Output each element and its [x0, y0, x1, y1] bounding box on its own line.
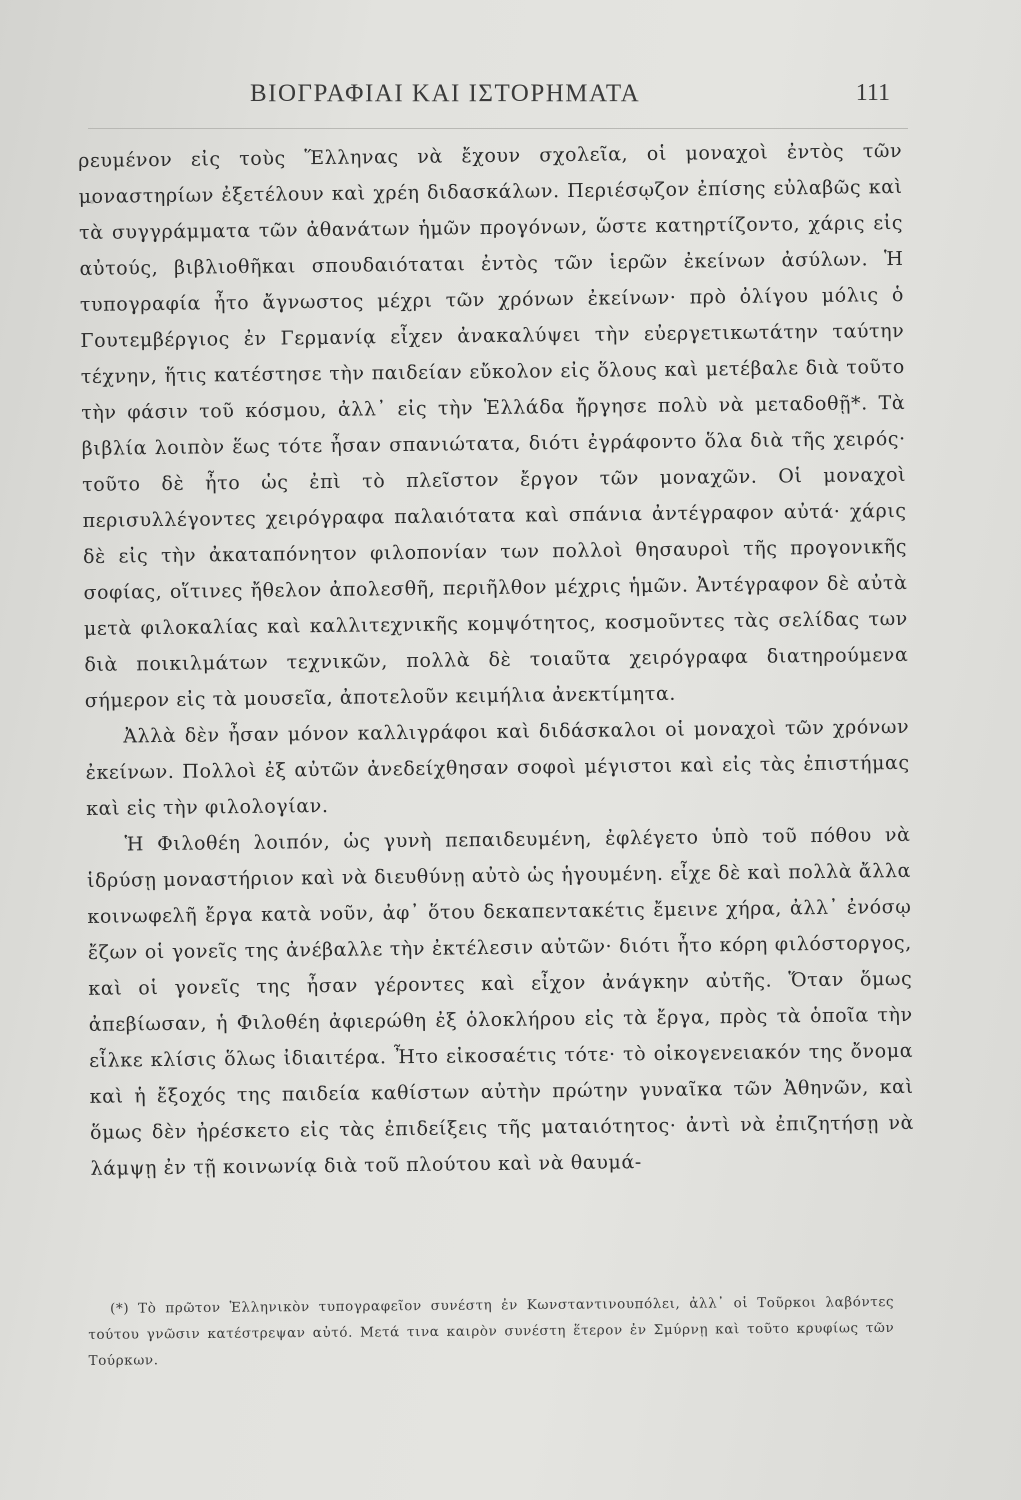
paragraph-3: Ἡ Φιλοθέη λοιπόν, ὡς γυνὴ πεπαιδευμένη, ἐφλέγετο ὑπὸ τοῦ πόθου νὰ ἱδρύσῃ μοναστήριον καὶ νὰ διευθύνῃ αὐτὸ ὡς ἡγουμένη. εἶχε δὲ καὶ πολλὰ ἄλλα κοινωφελῆ ἔργα κατὰ νοῦν, ἀφ᾽ ὅτου δεκαπεντακέτις ἔμεινε χήρα, ἀλλ᾽ ἐνόσῳ ἔζων οἱ γονεῖς της ἀνέβαλλε τὴν ἐκτέλεσιν αὐτῶν· διότι ἦτο κόρη φιλόστοργος, καὶ οἱ γονεῖς της ἦσαν γέροντες καὶ εἶχον ἀνάγκην αὐτῆς. Ὅταν ὅμως ἀπεβίωσαν, ἡ Φιλοθέη ἀφιερώθη ἐξ ὁλοκλήρου εἰς τὰ ἔργα, πρὸς τὰ ὁποῖα τὴν εἷλκε κλίσις ὅλως ἰδιαιτέρα. Ἦτο εἰκοσαέτις τότε· τὸ οἰκογενειακόν της ὄνομα καὶ ἡ ἔξοχός της παιδεία καθίστων αὐτὴν πρώτην γυναῖκα τῶν Ἀθηνῶν, καὶ ὅμως δὲν ἠρέσκετο εἰς τὰς ἐπιδείξεις τῆς ματαιότητος· ἀντὶ νὰ ἐπιζητήσῃ νὰ λάμψῃ ἐν τῇ κοινωνίᾳ διὰ τοῦ πλούτου καὶ νὰ θαυμά-	[86, 823, 915, 1180]
page-header	[250, 80, 890, 120]
running-title: ΒΙΟΓΡΑΦΙΑΙ ΚΑΙ ΙΣΤΟΡΗΜΑΤΑ	[250, 80, 641, 107]
footnote-text: (*) Τὸ πρῶτον Ἑλληνικὸν τυπογραφεῖον συνέστη ἐν Κωνσταντινουπόλει, ἀλλ᾽ οἱ Τοῦρκοι λαβόντες τούτου γνῶσιν κατέστρεψαν αὐτό. Μετά τινα καιρὸν συνέστη ἕτερον ἐν Σμύρνῃ καὶ τοῦτο κρυφίως τῶν Τούρκων.	[88, 1293, 895, 1369]
main-text	[78, 133, 915, 1187]
page-number: 111	[855, 80, 890, 106]
header-rule	[88, 128, 908, 129]
paragraph-1: ρευμένον εἰς τοὺς Ἕλληνας νὰ ἔχουν σχολεῖα, οἱ μοναχοὶ ἐντὸς τῶν μοναστηρίων ἐξετέλουν καὶ χρέη διδασκάλων. Περιέσῳζον ἐπίσης εὐλαβῶς καὶ τὰ συγγράμματα τῶν ἀθανάτων ἡμῶν προγόνων, ὥστε κατηρτίζοντο, χάρις εἰς αὐτούς, βιβλιοθῆκαι σπουδαιόταται ἐντὸς τῶν ἱερῶν ἐκείνων ἀσύλων. Ἡ τυπογραφία ἦτο ἄγνωστος μέχρι τῶν χρόνων ἐκείνων· πρὸ ὀλίγου μόλις ὁ Γουτεμβέργιος ἐν Γερμανίᾳ εἶχεν ἀνακαλύψει τὴν εὐεργετικωτάτην ταύτην τέχνην, ἥτις κατέστησε τὴν παιδείαν εὔκολον εἰς ὅλους καὶ μετέβαλε διὰ τοῦτο τὴν φάσιν τοῦ κόσμου, ἀλλ᾽ εἰς τὴν Ἑλλάδα ἤργησε πολὺ νὰ μεταδοθῇ*. Τὰ βιβλία λοιπὸν ἕως τότε ἦσαν σπανιώτατα, διότι ἐγράφοντο ὅλα διὰ τῆς χειρός· τοῦτο δὲ ἦτο ὡς ἐπὶ τὸ πλεῖστον ἔργον τῶν μοναχῶν. Οἱ μοναχοὶ περισυλλέγοντες χειρόγραφα παλαιότατα καὶ σπάνια ἀντέγραφον αὐτά· χάρις δὲ εἰς τὴν ἀκαταπόνητον φιλοπονίαν των πολλοὶ θησαυροὶ τῆς προγονικῆς σοφίας, οἵτινες ἤθελον ἀπολεσθῆ, περιῆλθον μέχρις ἡμῶν. Ἀντέγραφον δὲ αὐτὰ μετὰ φιλοκαλίας καὶ καλλιτεχνικῆς κομψότητος, κοσμοῦντες τὰς σελίδας των διὰ ποικιλμάτων τεχνικῶν, πολλὰ δὲ τοιαῦτα χειρόγραφα διατηρούμενα σήμερον εἰς τὰ μουσεῖα, ἀποτελοῦν κειμήλια ἀνεκτίμητα.	[78, 139, 909, 712]
footnote	[88, 1289, 895, 1374]
paragraph-2: Ἀλλὰ δὲν ἦσαν μόνον καλλιγράφοι καὶ διδάσκαλοι οἱ μοναχοὶ τῶν χρόνων ἐκείνων. Πολλοὶ ἐξ αὐτῶν ἀνεδείχθησαν σοφοὶ μέγιστοι καὶ εἰς τὰς ἐπιστήμας καὶ εἰς τὴν φιλολογίαν.	[85, 715, 910, 820]
